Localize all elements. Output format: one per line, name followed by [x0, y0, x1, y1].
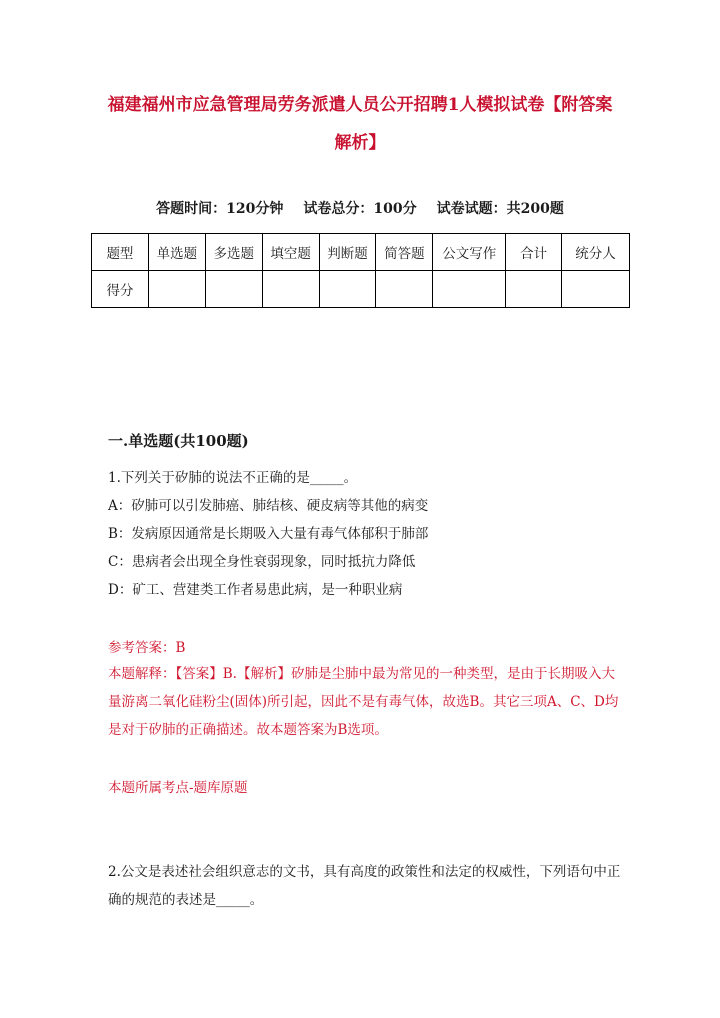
score-table-header-cell: 判断题: [319, 234, 376, 271]
score-table-header-cell: 多选题: [205, 234, 262, 271]
question-1-answer: 参考答案：B: [108, 640, 186, 656]
exam-total-score: 试卷总分：100分: [303, 201, 417, 217]
score-cell: [562, 271, 630, 308]
score-cell: [506, 271, 562, 308]
question-1-option-d: D：矿工、营建类工作者易患此病，是一种职业病: [108, 582, 403, 598]
score-table-header-cell: 题型: [92, 234, 149, 271]
score-table-header-cell: 简答题: [376, 234, 433, 271]
question-1-category: 本题所属考点-题库原题: [108, 780, 248, 796]
score-cell: [319, 271, 376, 308]
score-cell: [433, 271, 506, 308]
score-cell: [376, 271, 433, 308]
score-cell: [148, 271, 205, 308]
score-row-label: 得分: [92, 271, 149, 308]
score-table-header-cell: 单选题: [148, 234, 205, 271]
question-1-stem: 1.下列关于矽肺的说法不正确的是_____。: [108, 470, 358, 486]
exam-question-count: 试卷试题：共200题: [436, 201, 564, 217]
question-1-option-a: A：矽肺可以引发肺癌、肺结核、硬皮病等其他的病变: [108, 498, 429, 514]
score-cell: [262, 271, 319, 308]
score-table-header-cell: 公文写作: [433, 234, 506, 271]
score-table-header-cell: 合计: [506, 234, 562, 271]
page-title: 福建福州市应急管理局劳务派遣人员公开招聘1人模拟试卷【附答案解析】: [107, 95, 613, 153]
score-table: [91, 233, 630, 308]
score-cell: [205, 271, 262, 308]
question-1-option-c: C：患病者会出现全身性衰弱现象，同时抵抗力降低: [108, 554, 416, 570]
score-table-header-row: [92, 234, 630, 271]
question-1-option-b: B：发病原因通常是长期吸入大量有毒气体郁积于肺部: [108, 526, 429, 542]
score-table-header-cell: 统分人: [562, 234, 630, 271]
exam-time: 答题时间：120分钟: [156, 201, 284, 217]
exam-meta: [0, 198, 720, 218]
score-table-score-row: [92, 271, 630, 308]
score-table-header-cell: 填空题: [262, 234, 319, 271]
question-2-stem: 2.公文是表述社会组织意志的文书，具有高度的政策性和法定的权威性，下列语句中正确的规范的表述是_____。: [108, 864, 621, 908]
section-heading: 一.单选题(共100题): [108, 432, 249, 450]
question-1-explanation: 本题解释：【答案】B.【解析】矽肺是尘肺中最为常见的一种类型，是由于长期吸入大量游离二氧化硅粉尘(固体)所引起，因此不是有毒气体，故选B。其它三项A、C、D均是对于矽肺的正确描述。故本题答案为B选项。: [108, 666, 619, 738]
